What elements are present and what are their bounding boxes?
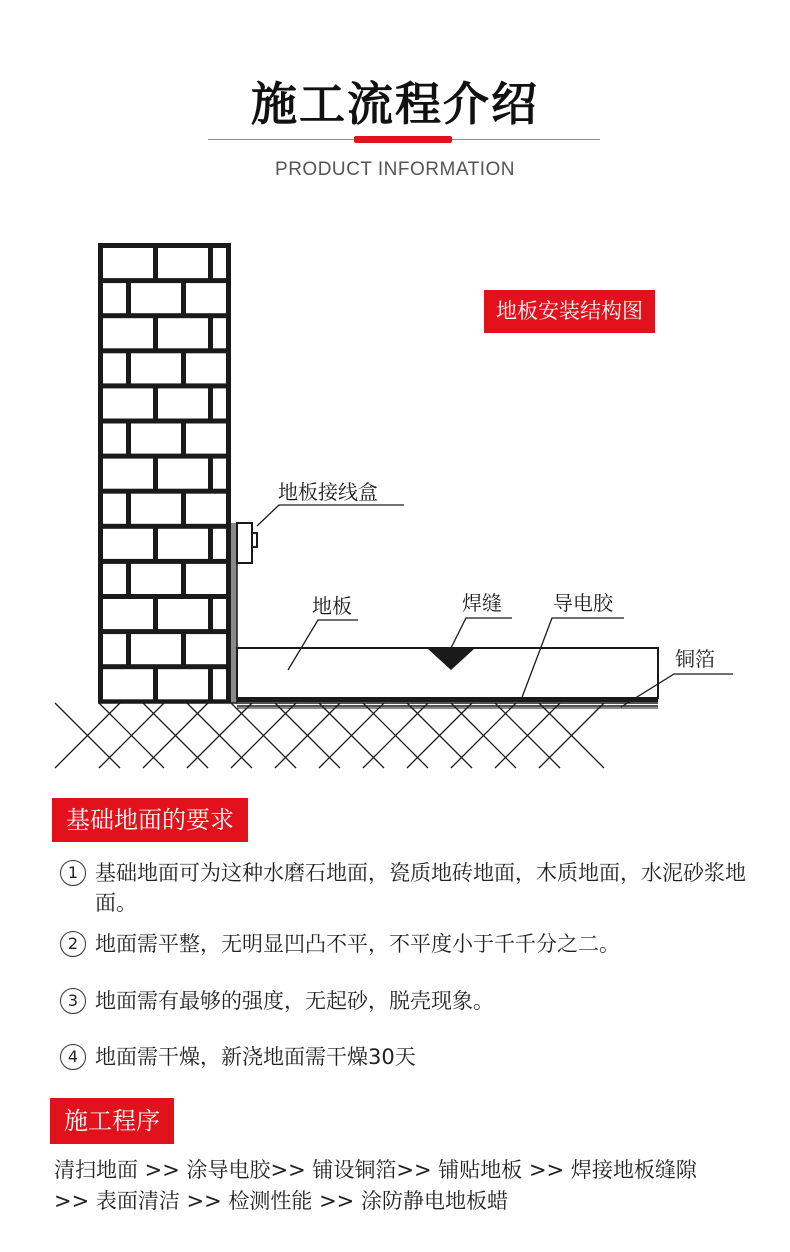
brick [103, 283, 126, 313]
requirement-number: 2 [60, 931, 86, 957]
brick [213, 459, 226, 489]
leader-junction-box [257, 505, 404, 526]
brick [213, 669, 226, 699]
brick [158, 459, 208, 489]
ground-hatch [55, 703, 604, 768]
page-title: 施工流程介绍 [251, 77, 539, 131]
requirement-text: 地面需干燥，新浇地面需干燥30天 [95, 1045, 416, 1069]
brick [158, 599, 208, 629]
brick [103, 669, 153, 699]
brick [213, 388, 226, 418]
brick [213, 318, 226, 348]
brick [103, 599, 153, 629]
title-accent-bar [354, 136, 452, 143]
procedure-line-1: 清扫地面 >> 涂导电胶>> 铺设铜箔>> 铺贴地板 >> 焊接地板缝隙 [54, 1158, 697, 1182]
label-conductive-glue: 导电胶 [553, 591, 613, 615]
brick [186, 424, 226, 454]
brick [186, 564, 226, 594]
brick [131, 353, 181, 383]
brick [213, 599, 226, 629]
label-copper-foil: 铜箔 [675, 647, 715, 671]
requirement-text: 地面需平整，无明显凹凸不平，不平度小于千千分之二。 [95, 932, 620, 956]
brick [103, 388, 153, 418]
junction-box [237, 523, 257, 563]
requirement-number: 4 [60, 1044, 86, 1070]
brick [131, 283, 181, 313]
brick [103, 459, 153, 489]
brick [186, 494, 226, 524]
procedure-line-2: >> 表面清洁 >> 检测性能 >> 涂防静电地板蜡 [54, 1189, 508, 1213]
brick [213, 248, 226, 278]
brick [158, 388, 208, 418]
brick [103, 494, 126, 524]
label-weld-seam: 焊缝 [462, 591, 502, 615]
brick [186, 283, 226, 313]
brick [103, 424, 126, 454]
brick [158, 318, 208, 348]
brick [158, 529, 208, 559]
brick [158, 669, 208, 699]
brick [158, 248, 208, 278]
brick [131, 494, 181, 524]
brick [103, 318, 153, 348]
requirement-text: 地面需有最够的强度，无起砂，脱壳现象。 [95, 989, 494, 1013]
requirement-item [60, 986, 750, 1016]
brick [103, 634, 126, 664]
page-subtitle: PRODUCT INFORMATION [275, 159, 515, 180]
brick [103, 353, 126, 383]
requirement-text: 基础地面可为这种水磨石地面，瓷质地砖地面，木质地面，水泥砂浆地面。 [95, 861, 746, 915]
requirement-item [60, 929, 750, 959]
requirements-heading: 基础地面的要求 [52, 798, 248, 842]
diagram-title-badge: 地板安装结构图 [484, 290, 655, 333]
procedure-steps [54, 1155, 754, 1217]
brick [131, 634, 181, 664]
leader-weld-seam [449, 618, 512, 652]
requirement-item [60, 858, 750, 918]
requirement-item [60, 1042, 750, 1072]
requirement-number: 1 [60, 860, 86, 886]
requirement-number: 3 [60, 988, 86, 1014]
label-floor: 地板 [312, 594, 352, 618]
brick [131, 564, 181, 594]
brick [103, 529, 153, 559]
brick [103, 564, 126, 594]
brick-wall [98, 243, 231, 703]
brick [103, 248, 153, 278]
brick [131, 424, 181, 454]
brick [186, 353, 226, 383]
brick [186, 634, 226, 664]
procedure-heading: 施工程序 [50, 1098, 174, 1144]
label-junction-box: 地板接线盒 [278, 480, 378, 504]
brick [213, 529, 226, 559]
floor-structure-diagram [0, 230, 790, 780]
